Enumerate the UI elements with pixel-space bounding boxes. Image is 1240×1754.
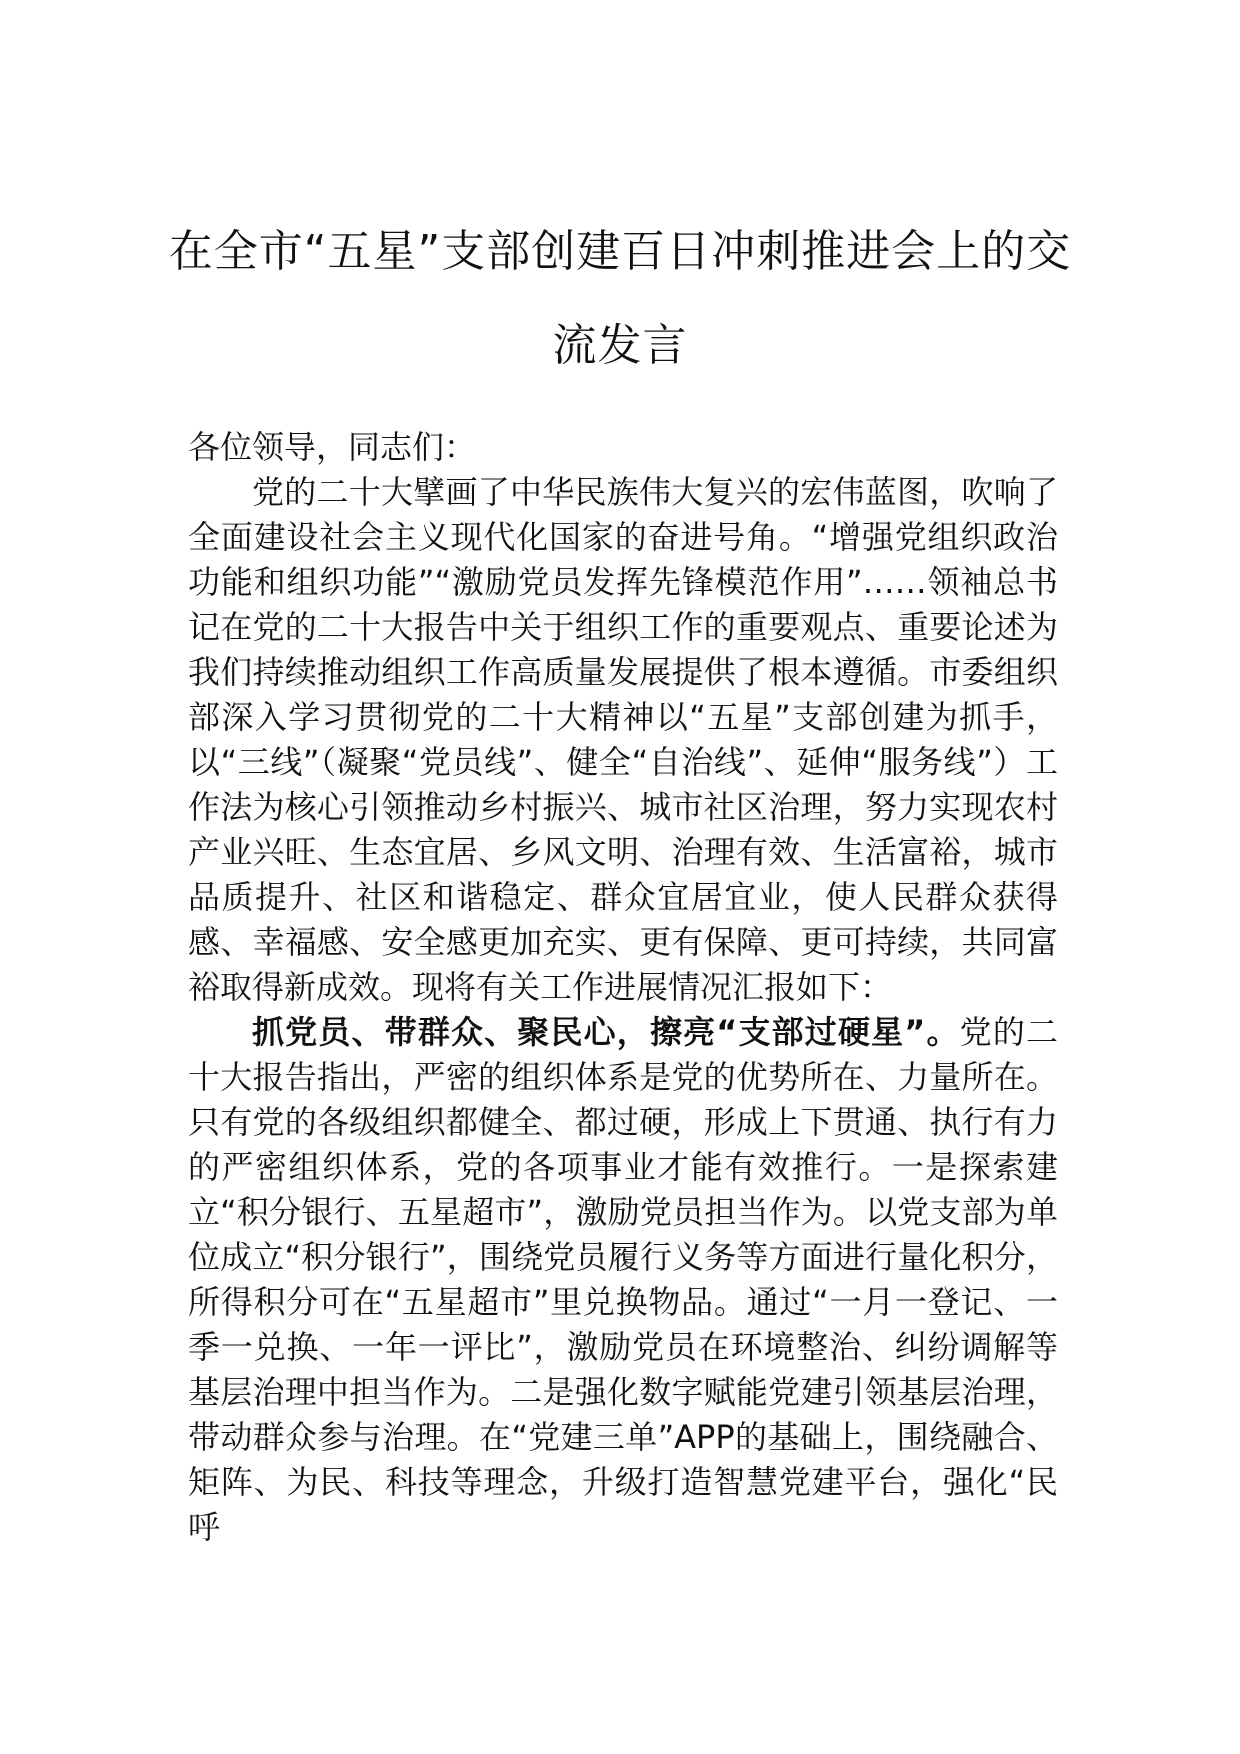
salutation: 各位领导，同志们： [188, 428, 477, 466]
paragraph-section-one [188, 1010, 1058, 1550]
section-body: 党的二十大报告指出，严密的组织体系是党的优势所在、力量所在。只有党的各级组织都健全、都过硬，形成上下贯通、执行有力的严密组织体系，党的各项事业才能有效推行。一是探索建立“积分银行、五星超市”，激励党员担当作为。以党支部为单位成立“积分银行”，围绕党员履行义务等方面进行量化积分，所得积分可在“五星超市”里兑换物品。通过“一月一登记、一季一兑换、一年一评比”，激励党员在环境整治、纠纷调解等基层治理中担当作为。二是强化数字赋能党建引领基层治理，带动群众参与治理。在“党建三单”APP的基础上，围绕融合、矩阵、为民、科技等理念，升级打造智慧党建平台，强化“民呼 [188, 1013, 1058, 1546]
document-body [188, 425, 1058, 1550]
section-heading: 抓党员、带群众、聚民心，擦亮“支部过硬星”。 [252, 1013, 960, 1051]
document-title: 在全市“五星”支部创建百日冲刺推进会上的交流发言 [168, 226, 1072, 371]
paragraph-intro: 党的二十大擘画了中华民族伟大复兴的宏伟蓝图，吹响了全面建设社会主义现代化国家的奋进号角。“增强党组织政治功能和组织功能”“激励党员发挥先锋模范作用”……领袖总书记在党的二十大报告中关于组织工作的重要观点、重要论述为我们持续推动组织工作高质量发展提供了根本遵循。市委组织部深入学习贯彻党的二十大精神以“五星”支部创建为抓手，以“三线”（凝聚“党员线”、健全“自治线”、延伸“服务线”）工作法为核心引领推动乡村振兴、城市社区治理，努力实现农村产业兴旺、生态宜居、乡风文明、治理有效、生活富裕，城市品质提升、社区和谐稳定、群众宜居宜业，使人民群众获得感、幸福感、安全感更加充实、更有保障、更可持续，共同富裕取得新成效。现将有关工作进展情况汇报如下： [188, 473, 1058, 1006]
